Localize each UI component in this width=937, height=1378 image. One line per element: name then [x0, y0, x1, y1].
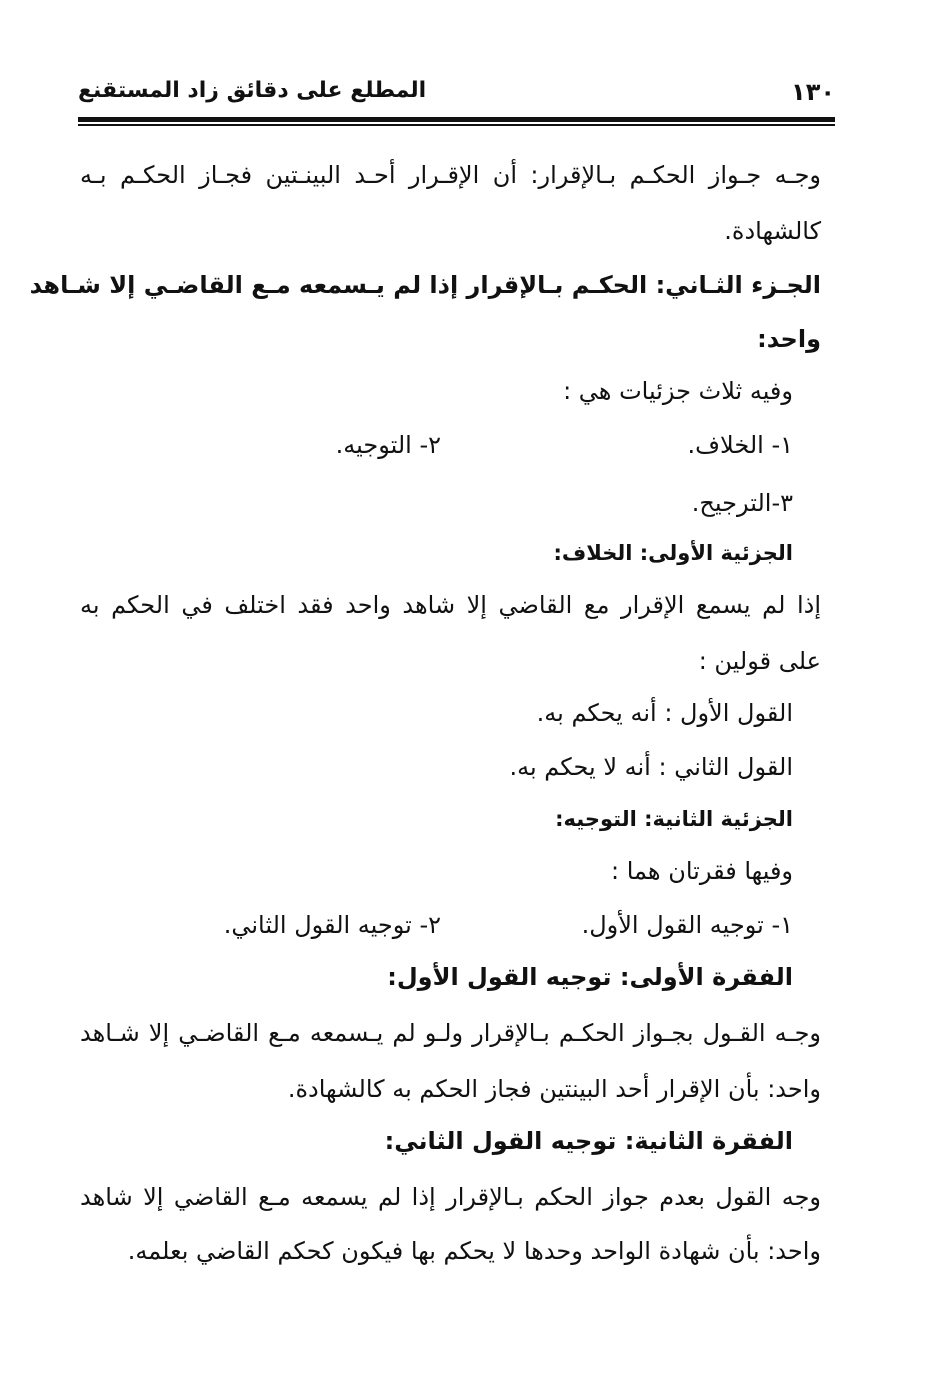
- paragraph-line: واحد: بأن شهادة الواحد وحدها لا يحكم بها فيكون كحكم القاضي بعلمه.: [127, 1237, 821, 1265]
- page-header: [78, 78, 835, 114]
- paragraph-line: وجه القول بعدم جواز الحكم بـالإقرار إذا لم يسمعه مـع القاضي إلا شاهد: [80, 1183, 821, 1211]
- opinion-line: القول الأول : أنه يحكم به.: [536, 699, 793, 727]
- list-item: ٢- التوجيه.: [335, 431, 441, 459]
- running-title: المطلع على دقائق زاد المستقنع: [78, 78, 427, 103]
- section-heading: واحد:: [757, 325, 821, 353]
- paragraph-heading: الفقرة الأولى: توجيه القول الأول:: [387, 963, 793, 991]
- paragraph-line: واحد: بأن الإقرار أحد البينتين فجاز الحكم به كالشهادة.: [287, 1075, 821, 1103]
- paragraph-line: وجـه جـواز الحكـم بـالإقرار: أن الإقـرار أحـد البينـتين فجـاز الحكـم بـه: [80, 161, 821, 189]
- header-rule-thick: [78, 117, 835, 122]
- paragraph-line: كالشهادة.: [724, 217, 821, 245]
- subsection-heading: الجزئية الأولى: الخلاف:: [553, 541, 793, 565]
- intro-text: وفيها فقرتان هما :: [611, 857, 793, 885]
- list-item: ١- الخلاف.: [687, 431, 793, 459]
- intro-text: وفيه ثلاث جزئيات هي :: [563, 377, 793, 405]
- header-rule-thin: [78, 124, 835, 126]
- list-item: ٢- توجيه القول الثاني.: [223, 911, 441, 939]
- section-heading: الجـزء الثـاني: الحكـم بـالإقرار إذا لم يـسمعه مـع القاضـي إلا شـاهد: [29, 271, 821, 299]
- paragraph-heading: الفقرة الثانية: توجيه القول الثاني:: [384, 1127, 793, 1155]
- paragraph-line: إذا لم يسمع الإقرار مع القاضي إلا شاهد واحد فقد اختلف في الحكم به: [80, 591, 821, 619]
- paragraph-line: على قولين :: [698, 647, 821, 675]
- page-number: ١٣٠: [791, 78, 835, 106]
- subsection-heading: الجزئية الثانية: التوجيه:: [555, 807, 793, 831]
- list-item: ٣-الترجيح.: [691, 489, 793, 517]
- opinion-line: القول الثاني : أنه لا يحكم به.: [509, 753, 793, 781]
- paragraph-line: وجـه القـول بجـواز الحكـم بـالإقرار ولـو لم يـسمعه مـع القاضـي إلا شـاهد: [80, 1019, 821, 1047]
- list-item: ١- توجيه القول الأول.: [581, 911, 793, 939]
